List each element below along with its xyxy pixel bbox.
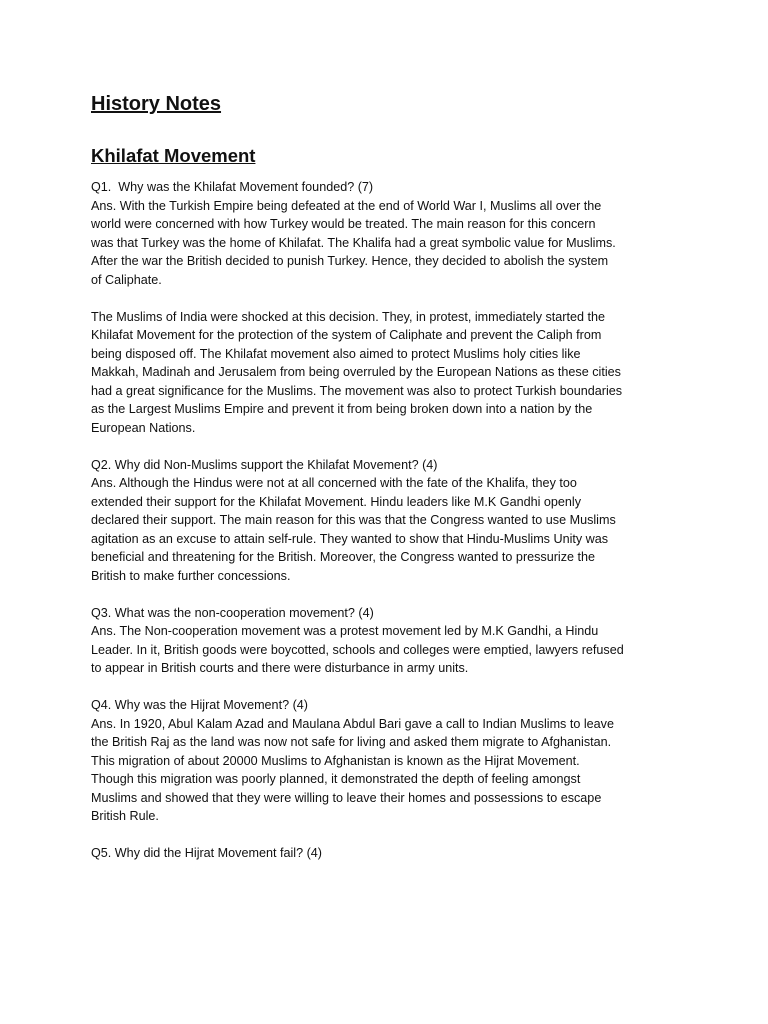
answer-line: as the Largest Muslims Empire and prevent it from being broken down into a nation by the bbox=[91, 402, 593, 416]
answer-line: British Rule. bbox=[91, 809, 159, 823]
answer-line: declared their support. The main reason for this was that the Congress wanted to use Muslims bbox=[91, 513, 616, 527]
qa-block bbox=[91, 456, 691, 586]
answer-line: Ans. The Non-cooperation movement was a protest movement led by M.K Gandhi, a Hindu bbox=[91, 624, 599, 638]
answer-line: Leader. In it, British goods were boycotted, schools and colleges were emptied, lawyers refused bbox=[91, 642, 624, 657]
answer-line: This migration of about 20000 Muslims to Afghanistan is known as the Hijrat Movement. bbox=[91, 753, 580, 768]
answer-line: the British Raj as the land was now not safe for living and asked them migrate to Afghanistan. bbox=[91, 735, 612, 749]
answer-line: Muslims and showed that they were willing to leave their homes and possessions to escape bbox=[91, 790, 602, 805]
answer-paragraph bbox=[91, 622, 691, 678]
document-title: History Notes bbox=[91, 93, 222, 115]
answer-line: world were concerned with how Turkey would be treated. The main reason for this concern bbox=[91, 217, 596, 231]
question-text: Q4. Why was the Hijrat Movement? (4) bbox=[91, 698, 308, 712]
answer-paragraph bbox=[91, 474, 691, 585]
answer-line: The Muslims of India were shocked at this decision. They, in protest, immediately started the bbox=[91, 309, 606, 324]
answer-line: Though this migration was poorly planned, it demonstrated the depth of feeling amongst bbox=[91, 772, 581, 786]
question-text: Q1. Why was the Khilafat Movement founded? (7) bbox=[91, 180, 374, 194]
answer-line: Ans. In 1920, Abul Kalam Azad and Maulana Abdul Bari gave a call to Indian Muslims to leave bbox=[91, 716, 614, 731]
answer-line: was that Turkey was the home of Khilafat. The Khalifa had a great symbolic value for Muslims. bbox=[91, 235, 616, 250]
question-text: Q3. What was the non-cooperation movement? (4) bbox=[91, 605, 374, 620]
answer-line: extended their support for the Khilafat Movement. Hindu leaders like M.K Gandhi openly bbox=[91, 494, 582, 509]
question-text: Q2. Why did Non-Muslims support the Khilafat Movement? (4) bbox=[91, 457, 438, 472]
answer-paragraph bbox=[91, 308, 691, 438]
answer-line: British to make further concessions. bbox=[91, 568, 291, 583]
answer-line: agitation as an excuse to attain self-rule. They wanted to show that Hindu-Muslims Unity was bbox=[91, 531, 609, 546]
qa-block bbox=[91, 178, 691, 437]
answer-line: had a great significance for the Muslims. The movement was also to protect Turkish boundaries bbox=[91, 383, 623, 398]
answer-line: After the war the British decided to punish Turkey. Hence, they decided to abolish the system bbox=[91, 254, 609, 268]
answer-line: Makkah, Madinah and Jerusalem from being overruled by the European Nations as these cities bbox=[91, 365, 621, 379]
qa-block bbox=[91, 696, 691, 826]
answer-line: of Caliphate. bbox=[91, 272, 162, 287]
answer-paragraph bbox=[91, 197, 691, 290]
answer-line: European Nations. bbox=[91, 420, 196, 435]
answer-paragraph bbox=[91, 715, 691, 826]
qa-block bbox=[91, 604, 691, 678]
answer-line: beneficial and threatening for the British. Moreover, the Congress wanted to pressurize the bbox=[91, 550, 596, 564]
qa-block bbox=[91, 844, 691, 863]
answer-line: being disposed off. The Khilafat movement also aimed to protect Muslims holy cities like bbox=[91, 346, 581, 361]
answer-line: Ans. With the Turkish Empire being defeated at the end of World War I, Muslims all over the bbox=[91, 198, 602, 213]
answer-line: Khilafat Movement for the protection of the system of Caliphate and prevent the Caliph from bbox=[91, 328, 602, 342]
question-text: Q5. Why did the Hijrat Movement fail? (4) bbox=[91, 846, 322, 860]
section-title: Khilafat Movement bbox=[91, 145, 256, 166]
answer-line: Ans. Although the Hindus were not at all concerned with the fate of the Khalifa, they too bbox=[91, 476, 577, 490]
document-page bbox=[91, 92, 691, 881]
answer-line: to appear in British courts and there were disturbance in army units. bbox=[91, 661, 469, 675]
question-list bbox=[91, 178, 691, 863]
